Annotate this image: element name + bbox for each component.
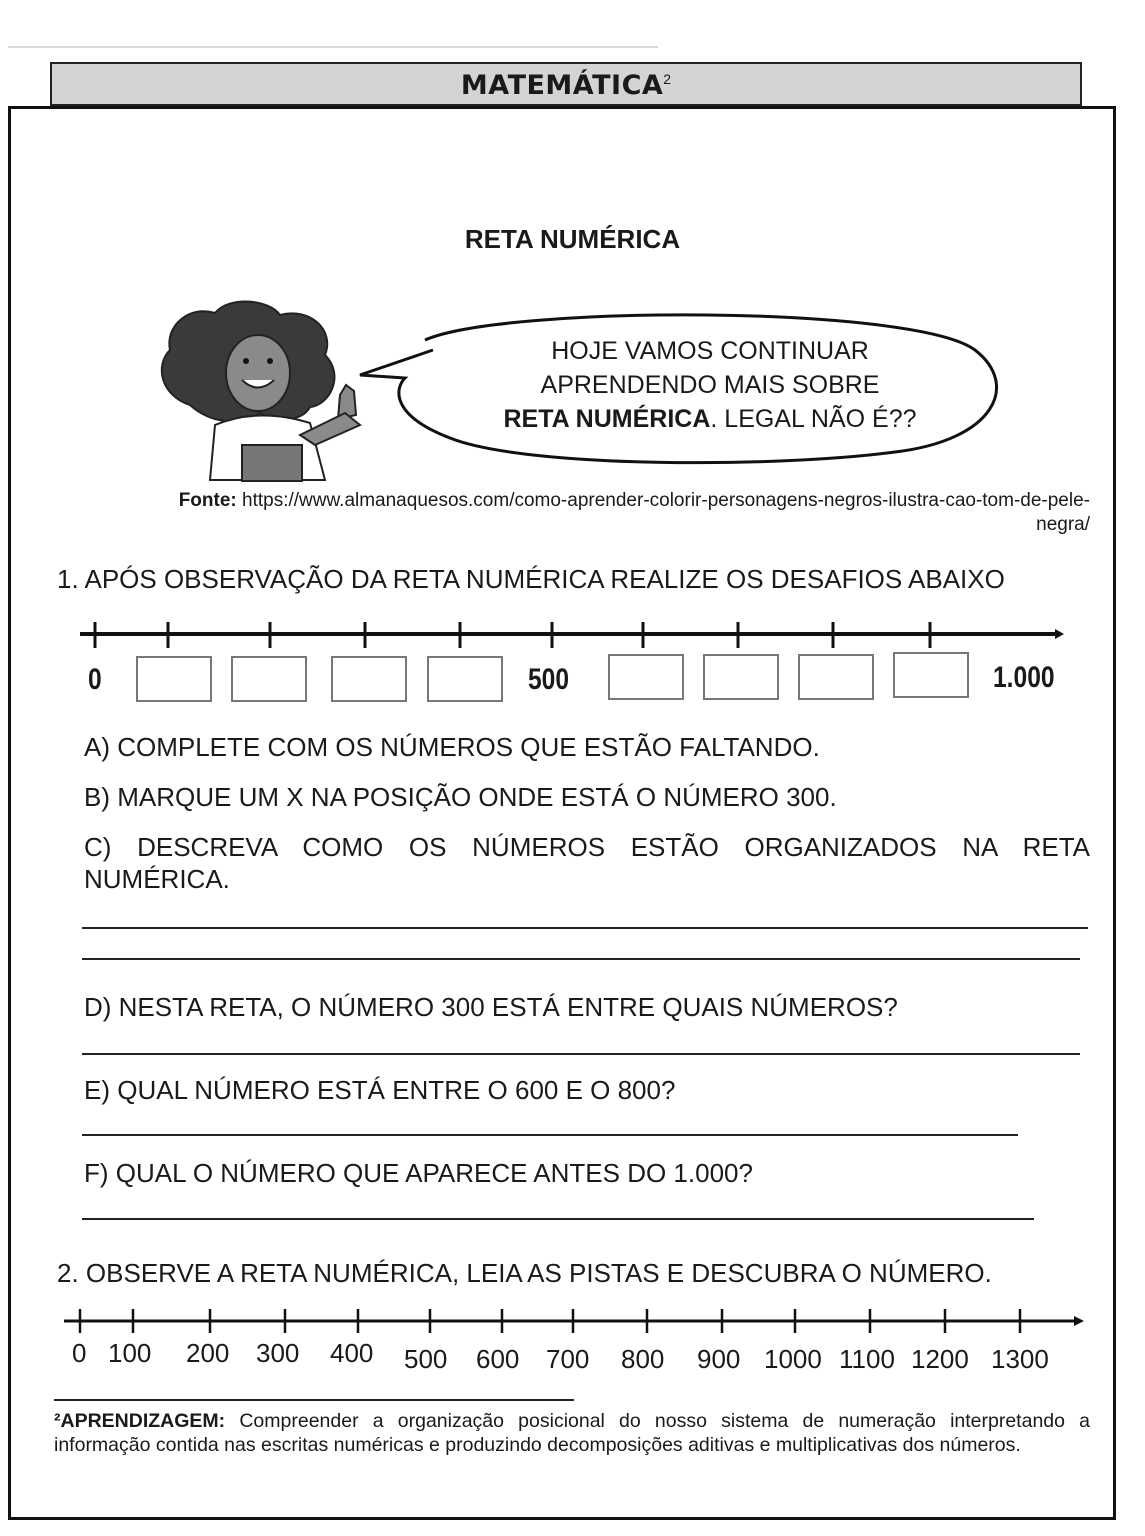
answer-box[interactable]: [608, 654, 684, 700]
number-line-2-label: 200: [186, 1338, 230, 1368]
footnote-divider: [54, 1399, 574, 1401]
footnote-text: Compreender a organização posicional do nosso sistema de numeração interpretando a informação contida nas escritas numéricas e produzindo decomposições aditivas e multiplicativas dos números.: [54, 1410, 1090, 1456]
answer-box[interactable]: [798, 654, 874, 700]
answer-box[interactable]: [231, 656, 307, 702]
speech-bold: RETA NUMÉRICA: [503, 405, 711, 433]
number-line-2-label: 0: [72, 1338, 87, 1368]
number-line-2-label: 600: [476, 1344, 520, 1374]
line1-label-0: 0: [88, 663, 102, 696]
answer-box[interactable]: [331, 656, 407, 702]
page-title: RETA NUMÉRICA: [464, 224, 681, 254]
number-line-2-label: 100: [108, 1338, 152, 1368]
source-citation: [150, 489, 1090, 537]
speech-text: [440, 334, 980, 436]
question-1a: A) COMPLETE COM OS NÚMEROS QUE ESTÃO FALTANDO.: [84, 732, 820, 762]
question-1c-line2: NUMÉRICA.: [84, 864, 230, 894]
question-2-title: 2. OBSERVE A RETA NUMÉRICA, LEIA AS PISTAS E DESCUBRA O NÚMERO.: [57, 1258, 992, 1288]
line1-label-1000: 1.000: [993, 661, 1055, 694]
number-line-2-label: 900: [697, 1344, 741, 1374]
answer-line[interactable]: [82, 927, 1088, 929]
number-line-2-label: 1000: [764, 1344, 822, 1374]
number-line-2-label: 700: [546, 1344, 590, 1374]
speech-line-1: HOJE VAMOS CONTINUAR: [551, 337, 869, 365]
source-url: https://www.almanaquesos.com/como-aprender-colorir-personagens-negros-ilustra-cao-tom-de-pele-negra/: [242, 490, 1090, 535]
number-line-2-label: 300: [256, 1338, 300, 1368]
answer-line[interactable]: [82, 1053, 1080, 1055]
number-line-2-label: 1300: [991, 1344, 1049, 1374]
answer-box[interactable]: [893, 652, 969, 698]
answer-box[interactable]: [427, 656, 503, 702]
question-1d: D) NESTA RETA, O NÚMERO 300 ESTÁ ENTRE QUAIS NÚMEROS?: [84, 992, 898, 1022]
number-line-2-label: 500: [404, 1344, 448, 1374]
number-line-2: [0, 1305, 1145, 1341]
number-line-1: [0, 612, 1145, 662]
speech-rest: . LEGAL NÃO É??: [710, 405, 917, 433]
footnote-label: ²APRENDIZAGEM:: [54, 1410, 226, 1432]
footnote: [54, 1409, 1090, 1457]
answer-box[interactable]: [703, 654, 779, 700]
speech-line-2: APRENDENDO MAIS SOBRE: [540, 371, 880, 399]
number-line-2-label: 1100: [839, 1344, 895, 1374]
subject-footnote-mark: 2: [663, 70, 672, 87]
question-1c-line1: C) DESCREVA COMO OS NÚMEROS ESTÃO ORGANIZADOS NA RETA: [84, 832, 1090, 862]
subject-title: MATEMÁTICA: [460, 70, 664, 101]
girl-illustration: [150, 295, 380, 485]
number-line-2-label: 800: [621, 1344, 665, 1374]
top-divider: [8, 46, 658, 48]
line1-label-500: 500: [528, 663, 570, 696]
question-1e: E) QUAL NÚMERO ESTÁ ENTRE O 600 E O 800?: [84, 1075, 676, 1105]
number-line-2-label: 400: [330, 1338, 374, 1368]
speech-line-3: [440, 402, 980, 436]
number-line-2-label: 1200: [911, 1344, 969, 1374]
answer-box[interactable]: [136, 656, 212, 702]
answer-line[interactable]: [82, 958, 1080, 960]
answer-line[interactable]: [82, 1134, 1018, 1136]
question-1f: F) QUAL O NÚMERO QUE APARECE ANTES DO 1.000?: [84, 1158, 753, 1188]
answer-line[interactable]: [82, 1218, 1034, 1220]
source-label: Fonte:: [178, 490, 237, 511]
question-1b: B) MARQUE UM X NA POSIÇÃO ONDE ESTÁ O NÚMERO 300.: [84, 782, 837, 812]
question-1-title: 1. APÓS OBSERVAÇÃO DA RETA NUMÉRICA REALIZE OS DESAFIOS ABAIXO: [57, 564, 1005, 594]
subject-header: [50, 62, 1082, 106]
